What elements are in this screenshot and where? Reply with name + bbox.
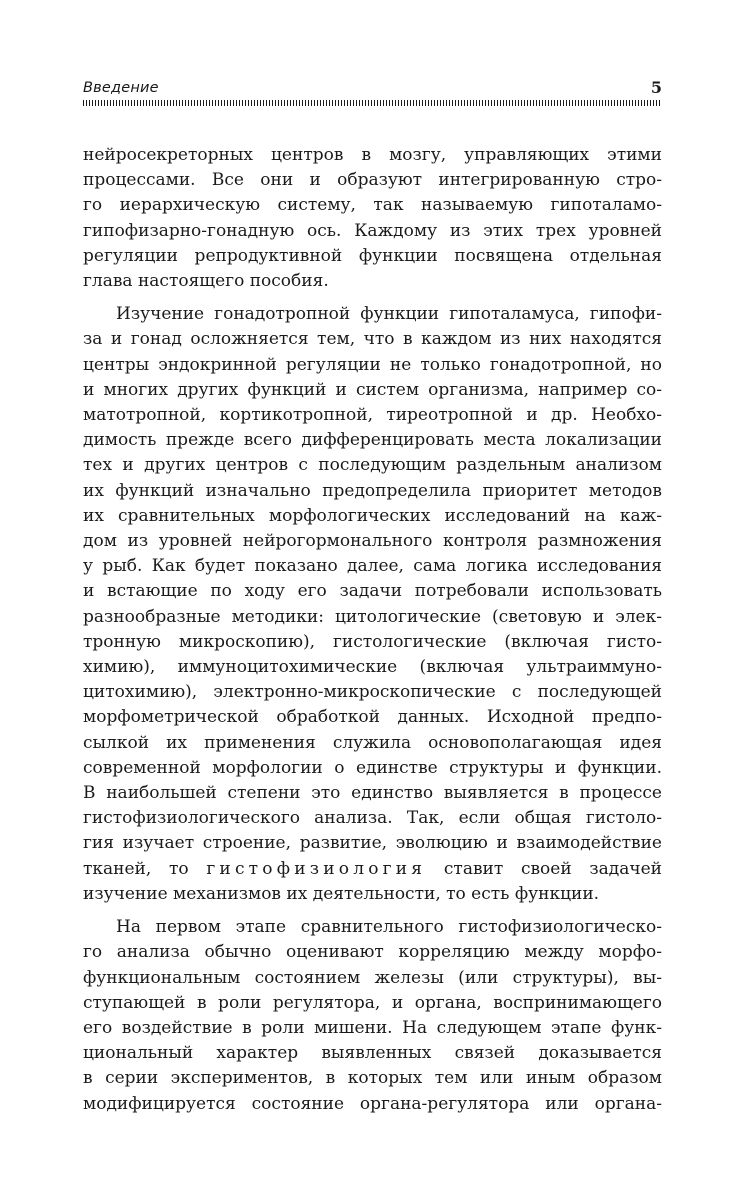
text-line: На первом этапе сравнительного гистофизиологическо- [116, 917, 662, 938]
text-line: глава настоящего пособия. [83, 271, 329, 292]
running-head [83, 78, 662, 100]
text-line: тронную микроскопию), гистологические (включая гисто- [83, 631, 662, 652]
text-line: разнообразные методики: цитологические (световую и элек- [83, 606, 662, 627]
text-line: цитохимию), электронно-микроскопические с последующей [83, 682, 662, 703]
text-line: модифицируется состояние органа-регулятора или органа- [83, 1093, 662, 1114]
text-line: гистофизиологического анализа. Так, если общая гистоло- [83, 808, 662, 829]
text-line: го иерархическую систему, так называемую гипоталамо- [83, 195, 662, 216]
text-line: и встающие по ходу его задачи потребовали использовать [83, 581, 662, 602]
text-line: гия изучает строение, развитие, эволюцию и взаимодействие [83, 833, 662, 854]
page-number: 5 [650, 78, 662, 97]
text-line: в серии экспериментов, в которых тем или иным образом [83, 1068, 662, 1089]
text-line: регуляции репродуктивной функции посвящена отдельная [83, 245, 662, 266]
text-line: химию), иммуноцитохимические (включая ультраиммуно- [83, 657, 662, 678]
paragraph-1 [83, 143, 662, 294]
text-line: морфометрической обработкой данных. Исходной предпо- [83, 707, 662, 728]
text-line: го анализа обычно оценивают корреляцию между морфо- [83, 942, 662, 963]
paragraph-3 [83, 915, 662, 1117]
body-text [83, 143, 662, 1117]
paragraph-2 [83, 302, 662, 907]
text-fragment: ставит своей задачей [443, 858, 663, 879]
text-line: циональный характер выявленных связей доказывается [83, 1043, 662, 1064]
text-line: ступающей в роли регулятора, и органа, воспринимающего [83, 992, 662, 1013]
header-rule [83, 100, 662, 106]
chapter-title: Введение [83, 80, 159, 96]
text-line: димость прежде всего дифференцировать места локализации [83, 430, 662, 451]
text-line: и многих других функций и систем организма, например со- [83, 379, 662, 400]
text-line: функциональным состоянием железы (или структуры), вы- [83, 967, 662, 988]
text-line: нейросекреторных центров в мозгу, управляющих этими [83, 145, 662, 165]
text-line: матотропной, кортикотропной, тиреотропной и др. Необхо- [83, 405, 662, 426]
text-line: изучение механизмов их деятельности, то есть функции. [83, 883, 600, 904]
text-line: у рыб. Как будет показано далее, сама логика исследования [83, 556, 662, 577]
text-line: сылкой их применения служила основополагающая идея [83, 732, 662, 753]
text-line: гипофизарно-гонадную ось. Каждому из этих трех уровней [83, 220, 662, 241]
text-line-spaced-term [83, 857, 662, 882]
text-line: их функций изначально предопределила приоритет методов [83, 480, 662, 501]
text-line: Изучение гонадотропной функции гипоталамуса, гипофи- [116, 304, 662, 325]
text-line: дом из уровней нейрогормонального контроля размножения [83, 531, 662, 552]
text-line: тех и других центров с последующим раздельным анализом [83, 455, 662, 476]
text-line: за и гонад осложняется тем, что в каждом из них находятся [83, 329, 662, 350]
text-line: В наибольшей степени это единство выявляется в процессе [83, 783, 662, 804]
text-line: процессами. Все они и образуют интегрированную стро- [83, 170, 662, 191]
text-line: современной морфологии о единстве структуры и функции. [83, 757, 662, 778]
spaced-term: гистофизиология [206, 858, 427, 879]
text-fragment: тканей, то [83, 858, 189, 879]
text-line: центры эндокринной регуляции не только гонадотропной, но [83, 354, 662, 375]
text-line: его воздействие в роли мишени. На следующем этапе функ- [83, 1017, 662, 1038]
text-line: их сравнительных морфологических исследований на каж- [83, 505, 662, 526]
book-page [83, 78, 662, 1125]
